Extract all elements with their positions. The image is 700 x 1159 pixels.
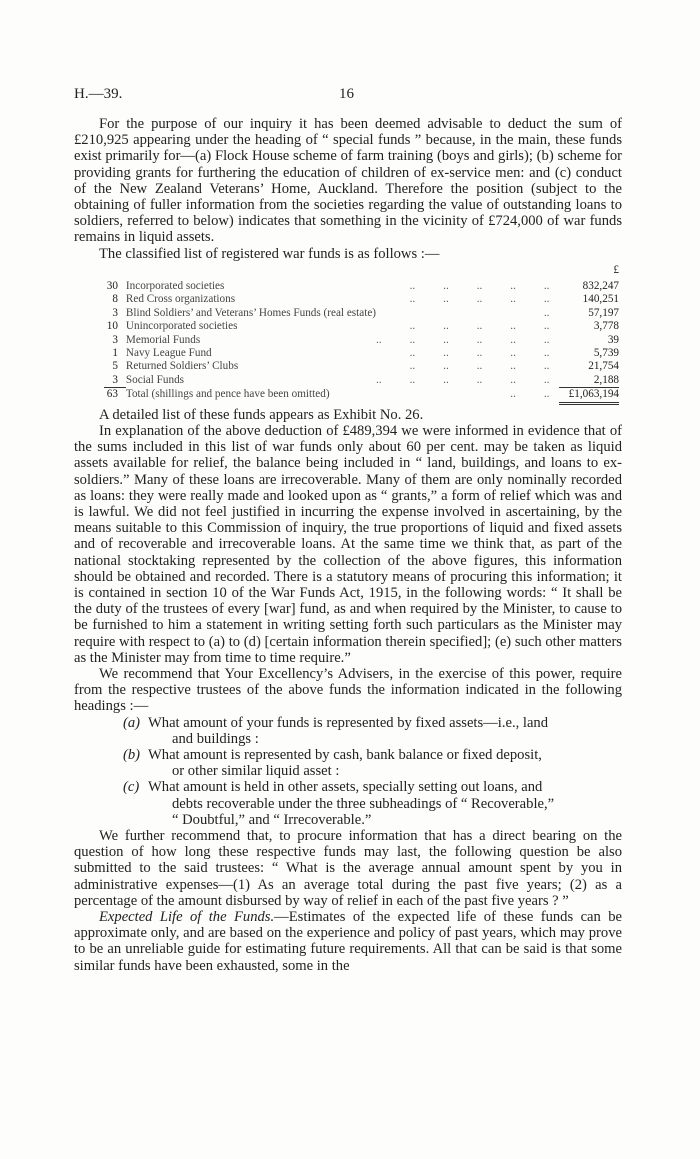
paragraph-exhibit: A detailed list of these funds appears as Exhibit No. 26. [99, 406, 424, 423]
page-number: 16 [339, 86, 354, 102]
dot-leader: .. .. [510, 387, 550, 400]
fund-amount: 3,778 [593, 320, 619, 333]
table-row [104, 293, 619, 306]
fund-amount: 57,197 [588, 306, 619, 319]
currency-heading: £ [613, 263, 619, 276]
fund-count: 3 [112, 306, 118, 319]
paragraph-expected-life [74, 909, 622, 974]
section-text: —Estimates of the expected life of these funds can be approximate only, and are based on the experience and policy of past years, which may prove to be an unreliable guide for estimating future requirements. All that can be said is that some similar funds have been exhausted, some in the [74, 908, 622, 974]
dot-leader: .. .. .. .. .. [409, 280, 550, 293]
fund-amount: 5,739 [593, 347, 619, 360]
fund-count: 63 [104, 388, 126, 403]
fund-amount: 21,754 [588, 360, 619, 373]
table-row [104, 334, 619, 347]
paragraph-further-recommendation: We further recommend that, to procure information that has a direct bearing on the question of how long these respective funds may last, the following question be also submitted to the said trustees: “ What is the average annual amount spent by you in administrative expenses—(1) As an average total during the past five years; (2) as a percentage of the amount disbursed by way of relief in each of the past five years ? ” [74, 827, 622, 909]
dot-leader: .. .. .. .. .. [409, 293, 550, 306]
war-funds-table [104, 280, 619, 405]
table-row [104, 347, 619, 360]
fund-amount: 39 [607, 333, 619, 346]
list-text: and buildings : [172, 730, 259, 747]
fund-name: Incorporated societies [125, 280, 225, 293]
headings-list [123, 715, 622, 828]
fund-amount: £1,063,194 [559, 388, 619, 403]
fund-name: Social Funds [125, 373, 185, 386]
list-text: What amount of your funds is represented by fixed assets—i.e., land [148, 714, 549, 731]
fund-amount: 2,188 [593, 373, 619, 386]
table-row [104, 320, 619, 333]
list-text: or other similar liquid asset : [172, 763, 340, 780]
dot-leader: .. .. .. .. .. [409, 347, 550, 360]
fund-amount: 140,251 [582, 293, 619, 306]
paragraph-classified-list-intro: The classified list of registered war funds is as follows :— [99, 245, 440, 262]
list-label: (b) [123, 746, 141, 763]
body-text [74, 116, 622, 974]
fund-count: 1 [112, 347, 118, 360]
table-total-row [104, 388, 619, 403]
list-text: “ Doubtful,” and “ Irrecoverable.” [172, 811, 372, 828]
list-item [123, 747, 622, 779]
dot-leader: .. .. .. .. .. .. [376, 333, 550, 346]
fund-count: 8 [112, 293, 118, 306]
section-heading: Expected Life of the Funds. [99, 908, 275, 925]
fund-count: 30 [106, 280, 118, 293]
paragraph-deduction-explanation: In explanation of the above deduction of £489,394 we were informed in evidence that of the sums included in this list of war funds only about 60 per cent. may be taken as liquid assets available for relief, the balance being included in “ land, buildings, and loans to ex-soldiers.” Many of these loans are irrecoverable. Many of them are only nominally recorded as loans: they were really made and looked upon as “ grants,” a form of relief which was and is lawful. We did not feel justified in incurring the expense involved in ascertaining, by the means suitable to this Commission of inquiry, the true proportions of liquid and fixed assets and of recoverable and irrecoverable loans. At the same time we think that, as part of the national stocktaking represented by the collection of the above figures, this information should be obtained and recorded. There is a statutory means of procuring this information; it is contained in section 10 of the War Funds Act, 1915, in the following words: “ It shall be the duty of the trustees of every [war] fund, as and when required by the Minister, to cause to be furnished to him a statement in writing setting forth such particulars as the Minister may require with respect to (a) to (d) [certain information therein specified]; (e) such other matters as the Minister may from time to time require.” [74, 422, 622, 666]
list-text: What amount is held in other assets, specially setting out loans, and [148, 779, 543, 796]
fund-count: 10 [106, 320, 118, 333]
fund-name: Total (shillings and pence have been omitted) [125, 387, 330, 400]
list-text: debts recoverable under the three subheadings of “ Recoverable,” [172, 795, 555, 812]
fund-name: Returned Soldiers’ Clubs [125, 360, 239, 373]
fund-name: Memorial Funds [125, 333, 201, 346]
list-label: (c) [123, 779, 140, 796]
list-item [123, 779, 622, 828]
page-header [74, 86, 622, 106]
dot-leader: .. .. .. .. .. [409, 320, 550, 333]
table-row [104, 307, 619, 320]
list-text: What amount is represented by cash, bank balance or fixed deposit, [148, 746, 542, 763]
table-row [104, 280, 619, 293]
fund-amount: 832,247 [582, 280, 619, 293]
dot-leader: .. [543, 306, 550, 319]
fund-name: Navy League Fund [125, 347, 212, 360]
list-label: (a) [123, 714, 141, 731]
fund-name: Red Cross organizations [125, 293, 236, 306]
paragraph-recommendation: We recommend that Your Excellency’s Advisers, in the exercise of this power, require from the respective trustees of the above funds the information indicated in the following headings :— [74, 665, 622, 715]
fund-name: Blind Soldiers’ and Veterans’ Homes Funds (real estate) [125, 306, 377, 319]
dot-leader: .. .. .. .. .. .. [376, 373, 550, 386]
list-item [123, 715, 622, 747]
fund-name: Unincorporated societies [125, 320, 238, 333]
table-row [104, 374, 619, 388]
fund-count: 3 [112, 333, 118, 346]
fund-count: 5 [112, 360, 118, 373]
fund-count: 3 [112, 373, 118, 386]
paragraph-special-funds: For the purpose of our inquiry it has been deemed advisable to deduct the sum of £210,925 appearing under the heading of “ special funds ” because, in the main, these funds exist primarily for—(a) Flock House scheme of farm training (boys and girls); (b) scheme for providing grants for furthering the education of children of ex-service men: and (c) conduct of the New Zealand Veterans’ Home, Auckland. Therefore the position (subject to the obtaining of fuller information from the societies regarding the value of outstanding loans to soldiers, referred to below) indicates that something in the vicinity of £724,000 of war funds remains in liquid assets. [74, 116, 622, 246]
dot-leader: .. .. .. .. .. [409, 360, 550, 373]
document-reference: H.—39. [74, 86, 123, 102]
table-row [104, 360, 619, 373]
